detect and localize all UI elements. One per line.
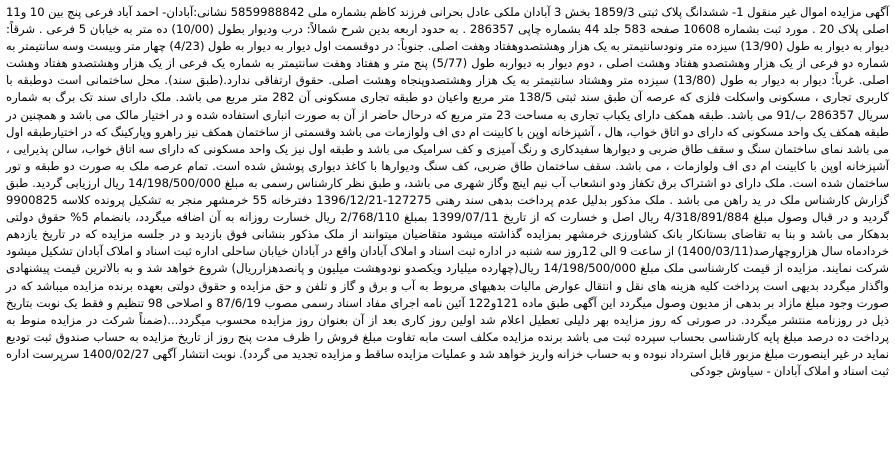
notice-body: آگهی مزایده اموال غیر منقول 1- ششدانگ پلاک ثبتی 1859/3 بخش 3 آبادان ملکی عادل بحرانی فرزند کاظم بشماره ملی 5859988842 نشانی:آبادان- احمد آباد فرعی پنج بین 10 و11 اصلی پلاک 20 . مورد ثبت بشماره 10608 صفحه 583 جلد 44 بشماره چاپی 286357 . به حدود اربعه بدین شرح شمالاً: درب وديوار بطول (10/00) ده متر به خيابان 5 فرعی . شرقاً: ديوار به ديوار به طول (13/90) سیزده متر ونودسانتيمتر به يک هزار وهشتصدوهفتاد وهفت اصلی. جنوباً: در دوقسمت اول ديوار به ديوار به طول (4/23) چهار متر وبيست وسه سانتيمتر به شماره دو فرعی از يک هزار وهشتصدو هفتاد وهشت اصلی ، دوم ديوار به ديواربه طول (5/77) پنج متر و هفتاد وهفت سانتيمتر به شماره يک فرعی از يک هزار وهشتصدو هفتاد وهشت اصلی. غرباً: ديوار به ديوار به طول (13/80) سیزده متر وهشتاد سانتيمتر به يک هزار وهشتصدوپنجاه وهشت اصلی. حقوق ارتفاقی ندارد.(طبق سند). محل ساختمانی است دوطبقه با کاربری تجاری ، مسکونی واسکلت فلزی که عرصه آن طبق سند ثبتی 138/5 متر مربع واعیان دو طبقه تجاری مسکونی آن 282 متر مربع می باشد. ملک دارای سند تک برگ به شماره سریال 286357 ب/91 می باشد. طبقه همکف دارای یکباب تجاری به مساحت 23 متر مربع که درحال حاضر از آن به صورت انباری استفاده شده و در اختیار مالک می باشد و همچنین در طبقه همکف یک واحد مسکونی که دارای دو اتاق خواب، هال ، آشپزخانه اوپن با کابینت ام دی اف ولوازمات می باشد وقسمتی از ساختمان همکف نیز راهرو وپارکینگ که در اختیارطبقه اول می باشد نمای ساختمان سنگ و سقف طاق ضربی و دیوارها سفیدکاری و رنگ آمیزی و کف سرامیک می باشد و طبقه اول نیز یک واحد مسکونی که دارای سه اتاق خواب، سالن پذیرایی ، آشپزخانه اوپن با کابینت ام دی اف ولوازمات ، می باشد. سقف ساختمان طاق ضربی، کف سنگ ودیوارها با کاغذ دیواری پوشش شده است. تمام عرصه ملک به صورت دو طبقه و تور ساختمان شده است. ملک دارای دو اشتراک برق تکفاز ودو انشعاب آب نیم اینچ وگاز شهری می باشد، و طبق نظر کارشناس رسمی به مبلغ 14/198/500/000 ریال ارزیابی گردید. طبق گزارش کارشناس ملک در ید راهن می باشد . ملک مذکور بدلیل عدم پرداخت بدهی سند رهنی 127275-1396/12/21 دفترخانه 55 خرمشهر منجر به تشکیل پرونده کلاسه 9900825 گردید و در قبال وصول مبلغ 4/318/891/884 ریال اصل و خسارت که از تاریخ 1399/07/11 بمبلغ 2/768/110 ریال خسارت روزانه به آن اضافه میگردد، بانضمام 5% حقوق دولتی بدهکار می باشد و بنا به تقاضای بستانکار بانک کشاورزی خرمشهر بمزایده گذاشته میشود متقاضیان میتوانند از ملک مذکور بنشانی فوق بازدید و در جلسه مزایده که در تاریخ یازدهم خردادماه سال هزاروچهارصد(1400/03/11) از ساعت 9 الی 12روز سه شنبه در اداره ثبت اسناد و املاک آبادان واقع در آبادان خیابان ساحلی اداره ثبت اسناد و املاک آبادان تشکیل میشود شرکت نمایند. مزایده از قیمت کارشناسی ملک مبلغ 14/198/500/000 ریال(چهارده میلیارد ویکصدو نودوهشت میلیون و پانصدهزارریال) شروع خواهد شد و به بالاترین قیمت پیشنهادی واگذار میگردد بدیهی است پرداخت کلیه هزینه های نقل و انتقال عوارض مالیات بدهیهای مربوط به آب و برق و گاز و تلفن و حق مزایده و حقوق دولتی بعهده برنده مزایده میباشد که در صورت وجود مبلغ مازاد بر بدهی از مدیون وصول میگردد این آگهی طبق ماده 121و122 آئین نامه اجرای مفاد اسناد رسمی مصوب 87/6/19 و اصلاحی 98 تنظیم و فقط یک نوبت بتاریخ ذیل در روزنامه منتشر میگردد. در صورتی که روز مزایده بهر دلیلی تعطیل اعلام شد اولین روز کاری بعد از آن بعنوان روز مزایده محسوب میگردد...(ضمناً شرکت در مزایده منوط به پرداخت ده درصد مبلغ پایه کارشناسی بحساب سپرده ثبت می باشد برنده مزایده مکلف است مابه تفاوت مبلغ فروش را ظرف مدت پنج روز از تاریخ مزایده به حساب صندوق ثبت تودیع نماید در غیر اینصورت مبلغ مزبور قابل استرداد نبوده و به حساب خزانه واریز خواهد شد و عملیات مزایده ساقط و مزایده تجدید می گردد). نوبت انتشار آگهی 1400/02/27 سرپرست اداره ثبت اسناد و املاک آبادان - سیاوش جودکی [6,5,890,378]
